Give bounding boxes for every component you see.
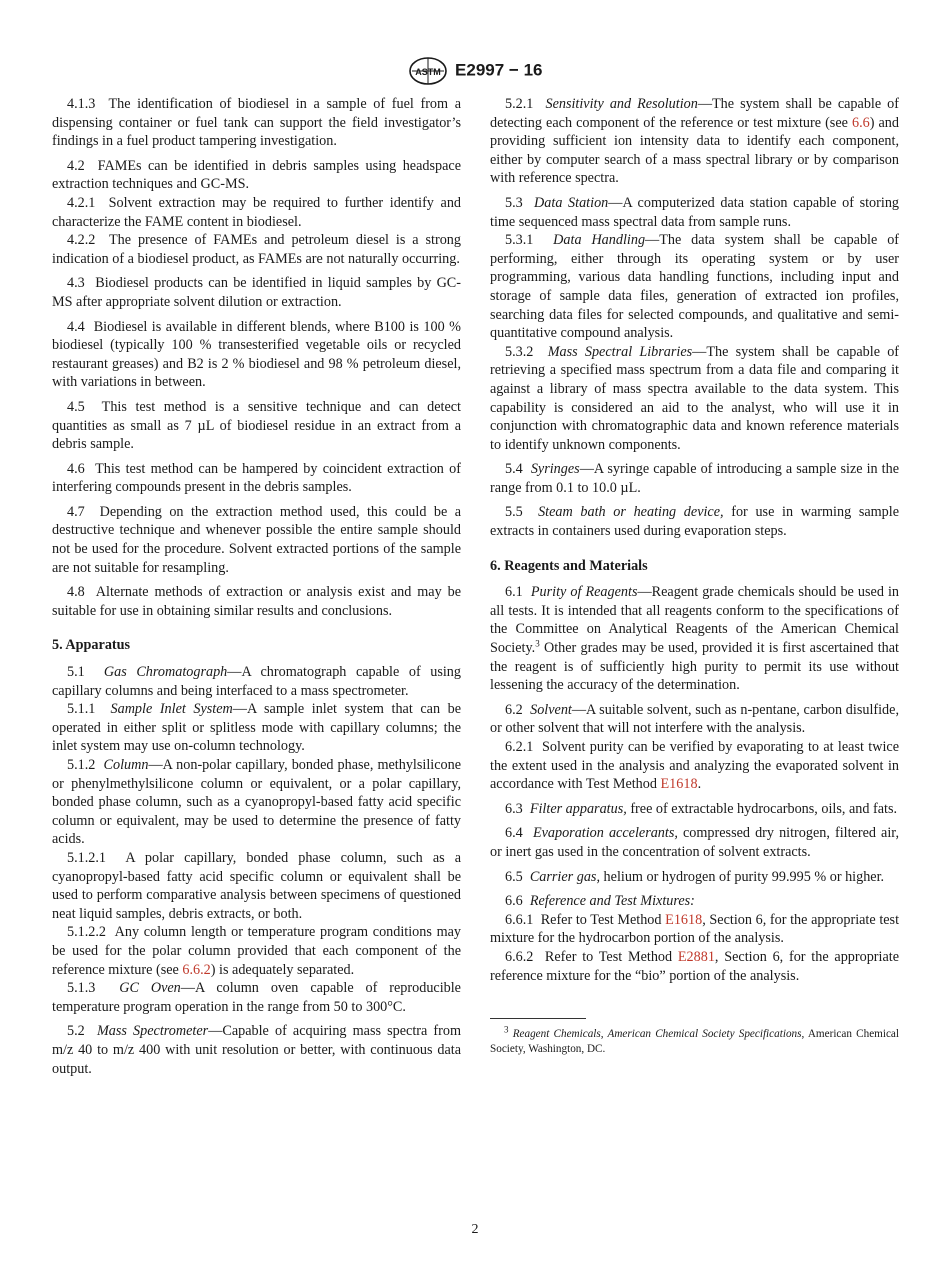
right-column — [490, 95, 899, 1057]
svg-text:ASTM: ASTM — [414, 67, 441, 77]
page-header — [0, 56, 950, 86]
section-4-7: 4.7 Depending on the extraction method used, this could be a destructive technique and whenever possible the entire sample should not be used for the procedure. Solvent extracted portions of the sample are not suitable for resampling. — [52, 503, 462, 576]
page-number: 2 — [471, 1222, 479, 1237]
section-5-3-1: 5.3.1 Data Handling—The data system shall be capable of performing, either through its operating system or by user programming, various data handling functions, including input and storage of sample data files, generation of extracted ion profiles, searching data files for selected compounds, and qualitative and semi-quantitative compound analysis. — [490, 232, 900, 342]
section-5-3-2: 5.3.2 Mass Spectral Libraries—The system shall be capable of retrieving a specified mass spectrum from a data file and comparing it against a library of mass spectra available to the data system. This capability is considered an aid to the analyst, who will use it in conjunction with chromatographic data and known reference materials to identify unknown components. — [490, 343, 900, 453]
section-4-2-1: 4.2.1 Solvent extraction may be required to further identify and characterize the FAME content in biodiesel. — [52, 194, 462, 230]
cross-ref-link[interactable]: 6.6.2 — [182, 961, 211, 978]
section-heading-apparatus: 5. Apparatus — [52, 637, 131, 654]
section-6-6-1: 6.6.1 Refer to Test Method E1618, Section 6, for the appropriate test mixture for the hydrocarbon portion of the analysis. — [490, 911, 900, 947]
section-4-1-3: 4.1.3 The identification of biodiesel in a sample of fuel from a dispensing container or fuel tank can support the field investigator’s findings in a fuel product tampering investigation. — [52, 96, 461, 150]
section-6-2-1: 6.2.1 Solvent purity can be verified by evaporating to at least twice the extent used in the analysis and analyzing the evaporated solvent in accordance with Test Method E1618. — [490, 739, 899, 793]
cross-ref-link[interactable]: E1618 — [660, 776, 698, 793]
section-6-5: 6.5 Carrier gas, helium or hydrogen of purity 99.995 % or higher. — [505, 868, 885, 885]
section-4-6: 4.6 This test method can be hampered by coincident extraction of interfering compounds present in the debris samples. — [52, 460, 461, 496]
section-5-1-2-1: 5.1.2.1 A polar capillary, bonded phase column, such as a cyanopropyl-based fatty acid specific column or equivalent shall be used to perform comparative analysis between specimens of questioned neat liquid samples, debris extracts, or both. — [52, 849, 461, 922]
section-5-2: 5.2 Mass Spectrometer—Capable of acquiring mass spectra from m/z 40 to m/z 400 with unit resolution or better, with continuous data output. — [52, 1023, 461, 1077]
section-6-6-2: 6.6.2 Refer to Test Method E2881, Section 6, for the appropriate reference mixture for the “bio” portion of the analysis. — [490, 948, 900, 984]
footnote-ref[interactable]: 3 — [535, 638, 540, 649]
section-5-1-2-2: 5.1.2.2 Any column length or temperature program conditions may be used for the polar column provided that each component of the reference mixture (see 6.6.2) is adequately separated. — [52, 924, 461, 978]
section-4-2: 4.2 FAMEs can be identified in debris samples using headspace extraction techniques and GC-MS. — [52, 157, 462, 193]
section-4-4: 4.4 Biodiesel is available in different blends, where B100 is 100 % biodiesel (typically 100 % transesterified vegetable oils or recycled restaurant greases) and B2 is 2 % biodiesel and 98 % petroleum diesel, with variations in between. — [52, 318, 462, 391]
section-5-5: 5.5 Steam bath or heating device, for use in warming sample extracts in containers used during evaporation steps. — [490, 504, 900, 540]
footnote-3: $^3$ Reagent Chemicals, American Chemical Society Specifications, American Chemical Society, Washington, DC. — [490, 1024, 900, 1056]
footnote-divider — [490, 1018, 586, 1019]
section-6-3: 6.3 Filter apparatus, free of extractable hydrocarbons, oils, and fats. — [505, 800, 898, 817]
cross-ref-link[interactable]: E1618 — [665, 911, 703, 928]
section-4-8: 4.8 Alternate methods of extraction or analysis exist and may be suitable for use in obtaining similar results and conclusions. — [52, 584, 461, 619]
section-4-2-2: 4.2.2 The presence of FAMEs and petroleum diesel is a strong indication of a biodiesel product, as FAMEs are not naturally occurring. — [52, 232, 461, 267]
section-5-1: 5.1 Gas Chromatograph—A chromatograph capable of using capillary columns and being interfaced to a mass spectrometer. — [52, 664, 461, 699]
left-column — [52, 95, 461, 1078]
standard-designation: E2997 − 16 — [455, 60, 543, 80]
section-5-1-3: 5.1.3 GC Oven—A column oven capable of reproducible temperature program operation in the range from 50 to 300°C. — [52, 980, 461, 1015]
section-5-4: 5.4 Syringes—A syringe capable of introducing a sample size in the range from 0.1 to 10.0 µL. — [490, 461, 899, 496]
section-5-2-1: 5.2.1 Sensitivity and Resolution—The system shall be capable of detecting each component of the reference or test mixture (see 6.6) and providing sufficient ion intensity data to identify each component, either by computer search of a mass spectral library or by comparison with reference spectra. — [490, 96, 900, 187]
section-6-1: 6.1 Purity of Reagents—Reagent grade chemicals should be used in all tests. It is intended that all reagents conform to the specifications of the Committee on Analytical Reagents of the American Chemical Society.$^3$ Other grades may be used, provided it is first ascertained that the reagent is of sufficiently high purity to permit its use without lessening the accuracy of the determination. — [490, 584, 900, 694]
section-6-2: 6.2 Solvent—A suitable solvent, such as n-pentane, carbon disulfide, or other solvent that will not interfere with the analysis. — [490, 701, 899, 737]
section-4-3: 4.3 Biodiesel products can be identified in liquid samples by GC-MS after appropriate solvent dilution or extraction. — [52, 275, 461, 310]
cross-ref-link[interactable]: E2881 — [677, 948, 715, 965]
section-6-6: 6.6 Reference and Test Mixtures: — [505, 893, 695, 910]
cross-ref-link[interactable]: 6.6 — [851, 114, 870, 131]
section-heading-reagents: 6. Reagents and Materials — [490, 557, 648, 574]
section-4-5: 4.5 This test method is a sensitive technique and can detect quantities as small as 7 µL of biodiesel residue in an extract from a debris sample. — [52, 398, 461, 453]
section-5-1-1: 5.1.1 Sample Inlet System—A sample inlet system that can be operated in either split or splitless mode with capillary columns; the inlet system may use on-column technology. — [52, 701, 461, 755]
section-6-4: 6.4 Evaporation accelerants, compressed dry nitrogen, filtered air, or inert gas used in the concentration of solvent extracts. — [490, 825, 900, 860]
section-5-3: 5.3 Data Station—A computerized data station capable of storing time sequenced mass spectral data from sample runs. — [490, 194, 900, 230]
astm-logo-icon — [408, 56, 448, 86]
section-5-1-2: 5.1.2 Column—A non-polar capillary, bonded phase, methylsilicone or phenylmethylsilicone column or equivalent, or a polar capillary, bonded phase column, such as a cyanopropyl-based fatty acid specific column or equivalent, may be used to determine the presence of fatty acids. — [52, 757, 461, 848]
